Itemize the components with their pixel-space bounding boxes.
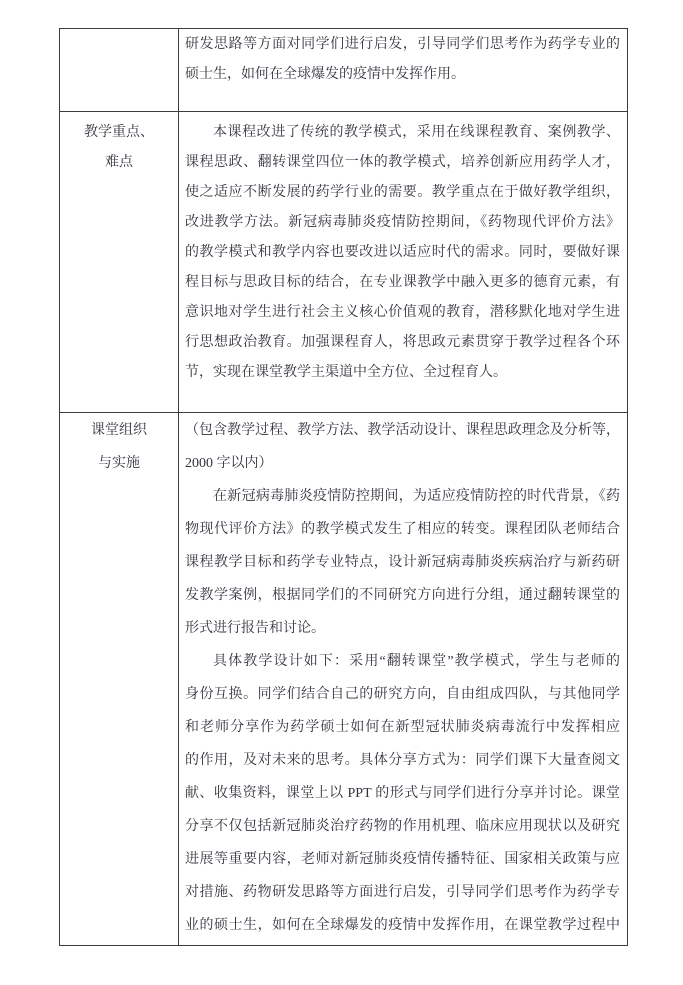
text-line: 硕士生，如何在全球爆发的疫情中发挥作用。 (185, 67, 465, 82)
row-label-line: 课堂组织 (91, 423, 147, 438)
teaching-focus-row (60, 111, 627, 412)
text-line: 本课程改进了传统的教学模式，采用在线课程教育、案例教学、 (213, 125, 620, 140)
text-line: 使之适应不断发展的药学行业的需要。教学重点在于做好教学组织， (185, 185, 620, 200)
text-line: 研发思路等方面对同学们进行启发，引导同学们思考作为药学专业的 (185, 37, 620, 52)
continuation-row (60, 29, 627, 111)
teaching-focus-row-label-cell (60, 112, 179, 412)
row-label-line: 难点 (105, 155, 133, 170)
classroom-organization-row-content-cell (179, 413, 627, 945)
text-line: 行思想政治教育。加强课程育人，将思政元素贯穿于教学过程各个环 (185, 335, 620, 350)
classroom-organization-row (60, 412, 627, 945)
row-label-line: 与实施 (98, 456, 140, 471)
continuation-row-content-cell (179, 29, 627, 111)
text-line: 节，实现在课堂教学主渠道中全方位、全过程育人。 (185, 365, 507, 380)
row-label-line: 教学重点、 (84, 125, 154, 140)
text-line: （包含教学过程、教学方法、教学活动设计、课程思政理念及分析等， (185, 423, 620, 438)
text-line: 身份互换。同学们结合自己的研究方向，自由组成四队，与其他同学 (185, 687, 620, 702)
teaching-focus-row-content-cell (179, 112, 627, 412)
text-line: 的教学模式和教学内容也要改进以适应时代的需求。同时，要做好课 (185, 245, 620, 260)
text-line: 的作用，及对未来的思考。具体分享方式为：同学们课下大量查阅文 (185, 753, 620, 768)
text-line: 具体教学设计如下：采用“翻转课堂”教学模式，学生与老师的 (213, 654, 620, 669)
text-line: 形式进行报告和讨论。 (185, 621, 325, 636)
text-line: 献、收集资料，课堂上以 PPT 的形式与同学们进行分享并讨论。课堂 (185, 786, 620, 801)
text-line: 课程教学目标和药学专业特点，设计新冠病毒肺炎疾病治疗与新药研 (185, 555, 620, 570)
continuation-row-label-cell (60, 29, 179, 111)
text-line: 对措施、药物研发思路等方面进行启发，引导同学们思考作为药学专 (185, 885, 620, 900)
text-line: 在新冠病毒肺炎疫情防控期间，为适应疫情防控的时代背景，《药 (213, 489, 620, 504)
text-line: 物现代评价方法》的教学模式发生了相应的转变。课程团队老师结合 (185, 522, 620, 537)
text-line: 业的硕士生，如何在全球爆发的疫情中发挥作用，在课堂教学过程中 (185, 918, 620, 933)
text-line: 课程思政、翻转课堂四位一体的教学模式，培养创新应用药学人才， (185, 155, 620, 170)
text-line: 程目标与思政目标的结合，在专业课教学中融入更多的德育元素，有 (185, 275, 620, 290)
text-line: 意识地对学生进行社会主义核心价值观的教育，潜移默化地对学生进 (185, 305, 620, 320)
classroom-organization-row-label-cell (60, 413, 179, 945)
text-line: 发教学案例，根据同学们的不同研究方向进行分组，通过翻转课堂的 (185, 588, 620, 603)
text-line: 改进教学方法。新冠病毒肺炎疫情防控期间，《药物现代评价方法》 (185, 215, 620, 230)
text-line: 进展等重要内容，老师对新冠肺炎疫情传播特征、国家相关政策与应 (185, 852, 620, 867)
text-line: 和老师分享作为药学硕士如何在新型冠状肺炎病毒流行中发挥相应 (185, 720, 620, 735)
text-line: 2000 字以内） (185, 456, 273, 471)
text-line: 分享不仅包括新冠肺炎治疗药物的作用机理、临床应用现状以及研究 (185, 819, 620, 834)
course-design-table (59, 28, 628, 946)
